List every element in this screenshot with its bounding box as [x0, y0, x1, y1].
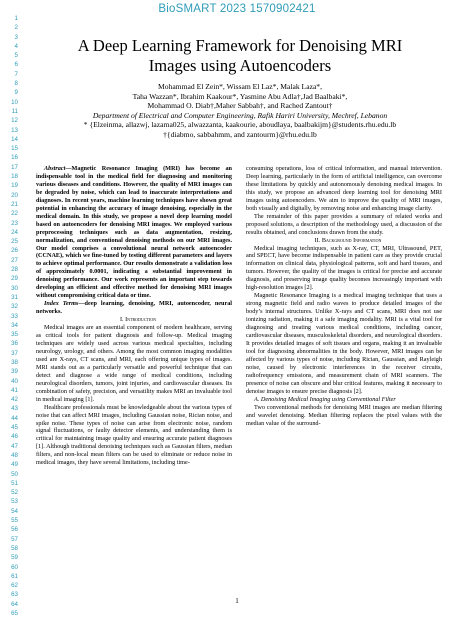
line-number: 11	[11, 107, 18, 115]
line-number: 13	[11, 126, 18, 134]
line-number: 3	[14, 33, 18, 41]
line-number: 64	[11, 600, 18, 608]
intro-paragraph-1: Medical images are an essential component of modern healthcare, serving as critical tools for patient diagnosis and follow-up. Medical imaging techniques are widely used across various medical specialties, including neurology, urology, and others. Among the most common imaging modalities used are X-rays, CT scans, and MRI, each offering unique types of images. MRI stands out as a particularly versatile and powerful technique that can detect and diagnose a wide range of medical conditions, including neurological disorders, tumors, joint injuries, and cardiovascular diseases. Its combination of safety, precision, and versatility makes MRI an invaluable tool in medical imaging [1].	[36, 324, 232, 403]
line-number: 50	[11, 470, 18, 478]
email-line-1: * {Elzeinma, allazwj, lazama025, alwazzanta, kaakourie, aboudlaya, baalbakijm}@students.rhu.edu.lb	[83, 120, 397, 130]
abstract-text: —Magnetic Resonance Imaging (MRI) has become an indispensable tool in the medical field for diagnosing and monitoring various diseases and conditions. However, the quality of MRI images can be degraded by noise, which can lead to inaccurate interpretations and diagnoses. In recent years, machine learning techniques have shown great potential in enhancing the accuracy of image denoising, especially in the medical domain. In this study, we propose a novel deep learning model based on autoencoders for denoising MRI images. We employed various preprocessing techniques such as data augmentation, resizing, normalization, and conventional denoising methods on our MRI images. Our model comprises a convolutional neural network autoencoder (CCNAE), which we fine-tuned by testing different parameters and layers to achieve optimal performance. Our results demonstrate a validation loss of approximately 0.0001, indicating a substantial improvement in denoising performance. Our work represents an important step towards developing an efficient and effective method for denoising MRI images without compromising critical data or time.	[36, 165, 232, 300]
line-number: 7	[14, 70, 18, 78]
line-number: 10	[11, 98, 18, 106]
line-number: 16	[11, 154, 18, 162]
line-number: 46	[11, 433, 18, 441]
line-number: 32	[11, 303, 18, 311]
line-numbers	[4, 14, 18, 618]
index-terms-lead: Index Terms	[44, 300, 79, 308]
section-heading-introduction: I. Introduction	[119, 316, 157, 324]
line-number: 38	[11, 358, 18, 366]
line-number: 53	[11, 498, 18, 506]
line-number: 20	[11, 191, 18, 199]
author-line-2: Taha Wazzan*, Ibrahim Kaakour*, Yasmine Abu Adla†,Jad Baalbaki*,	[132, 91, 348, 101]
title-line-2: Images using Autoencoders	[148, 56, 332, 75]
paper-title	[30, 36, 450, 76]
index-terms-text: —deep learning, denoising, MRI, autoencoder, neural networks.	[36, 300, 233, 316]
line-number: 4	[14, 42, 18, 50]
author-line-3: Mohammad O. Diab†,Maher Sabbah†, and Rached Zantout†	[147, 101, 333, 111]
line-number: 59	[11, 554, 18, 562]
line-number: 8	[14, 80, 18, 88]
line-number: 49	[11, 461, 18, 469]
line-number: 6	[14, 61, 18, 69]
line-number: 2	[14, 24, 18, 32]
line-number: 26	[11, 247, 18, 255]
line-number: 5	[14, 52, 18, 60]
subsection-heading-a: A. Denoising Medical Imaging using Conventional Filter	[254, 395, 396, 403]
line-number: 25	[11, 238, 18, 246]
line-number: 9	[14, 89, 18, 97]
filter-paragraph-1: Two conventional methods for denoising MRI images are median filtering and wavelet denoising. Median filtering replaces the pixel values with the median value of the surround-	[246, 403, 442, 427]
line-number: 12	[11, 117, 18, 125]
index-terms	[36, 300, 232, 316]
background-paragraph-2: Magnetic Resonance Imaging is a medical imaging technique that uses a strong magnetic field and radio waves to produce detailed images of the body’s internal structures. Unlike X-rays and CT scans, MRI does not use ionizing radiation, making it a safe imaging modality. MRI is a vital tool for diagnosing and treating various medical conditions, including cancer, cardiovascular diseases, musculoskeletal disorders, and neurological disorders. It provides detailed images of soft tissues and organs, making it an invaluable tool for diagnosing abnormalities in the body. However, MRI images can be affected by various types of noise, including Rician, Gaussian, and Rayleigh noise, caused by electronic interferences in the receiver circuits, radiofrequency emissions, and measurement chain of MRI scanners. The presence of noise can obscure and blur critical features, making it necessary to denoise images to ensure precise diagnosis [2].	[246, 292, 442, 395]
abstract-lead: Abstract	[44, 165, 66, 172]
line-number: 14	[11, 135, 18, 143]
line-number: 37	[11, 349, 18, 357]
line-number: 34	[11, 321, 18, 329]
intro-paragraph-3: consuming operations, loss of critical information, and manual intervention. Deep learning, particularly in the form of artificial intelligence, can overcome these limitations by quickly and autonomously denoising medical images. In this study, we propose an advanced deep learning tool for denoising MRI images using autoencoders. We aim to improve the quality of MRI images, both visually and digitally, by removing noise and enhancing image clarity.	[246, 165, 442, 212]
line-number: 63	[11, 591, 18, 599]
line-number: 58	[11, 544, 18, 552]
line-number: 22	[11, 210, 18, 218]
line-number: 61	[11, 572, 18, 580]
line-number: 27	[11, 256, 18, 264]
line-number: 39	[11, 368, 18, 376]
line-number: 24	[11, 228, 18, 236]
line-number: 60	[11, 563, 18, 571]
line-number: 18	[11, 173, 18, 181]
line-number: 29	[11, 275, 18, 283]
line-number: 21	[11, 200, 18, 208]
line-number: 56	[11, 526, 18, 534]
line-number: 42	[11, 396, 18, 404]
line-number: 41	[11, 386, 18, 394]
conference-watermark: BioSMART 2023 1570902421	[158, 3, 316, 15]
line-number: 35	[11, 331, 18, 339]
abstract	[36, 165, 232, 300]
line-number: 36	[11, 340, 18, 348]
line-number: 31	[11, 293, 18, 301]
line-number: 54	[11, 507, 18, 515]
line-number: 19	[11, 182, 18, 190]
section-heading-background: II. Background Information	[314, 236, 382, 244]
line-number: 43	[11, 405, 18, 413]
line-number: 55	[11, 517, 18, 525]
affiliation: Department of Electrical and Computer Engineering, Rafik Hariri University, Mechref, Lebanon	[92, 110, 388, 120]
line-number: 45	[11, 424, 18, 432]
line-number: 51	[11, 479, 18, 487]
intro-paragraph-4: The remainder of this paper provides a summary of related works and proposed solutions, a description of the methodology used, a discussion of the results obtained, and conclusions drawn from the study.	[246, 212, 442, 236]
title-line-1: A Deep Learning Framework for Denoising MRI	[77, 36, 403, 55]
line-number: 48	[11, 451, 18, 459]
author-line-1: Mohammad El Zein*, Wissam El Laz*, Malak Laza*,	[157, 82, 323, 91]
line-number: 65	[11, 610, 18, 617]
author-block	[30, 82, 450, 140]
line-number: 28	[11, 266, 18, 274]
intro-paragraph-2: Healthcare professionals must be knowledgeable about the various types of noise that can affect MRI images, including Gaussian noise, Rician noise, and spike noise. These types of noise can arise from electronic noise, random signal fluctuations, or faulty detector elements, and understanding them is critical for maintaining image quality and ensuring accurate patient diagnoses [1]. Although traditional denoising techniques such as Gaussian filters, median filters, and non-local mean filters can be used to eliminate or reduce noise in medical images, they have several limitations, including time-	[36, 403, 232, 467]
left-column	[36, 165, 232, 467]
line-number: 52	[11, 489, 18, 497]
email-line-2: †{diabmo, sabbahmm, and zantourm}@rhu.edu.lb	[163, 129, 317, 139]
line-number: 30	[11, 284, 18, 292]
line-number: 62	[11, 582, 18, 590]
background-paragraph-1: Medical imaging techniques, such as X-ray, CT, MRI, Ultrasound, PET, and SPECT, have become indispensable in patient care as they provide crucial information on clinical data, physiological patterns, soft and hard tissues, and tumors. However, the quality of the images is critical for precise and accurate diagnosis, and preserving image quality becomes increasingly important with high-resolution images [2].	[246, 244, 442, 292]
line-number: 17	[11, 163, 18, 171]
line-number: 57	[11, 535, 18, 543]
line-number: 15	[11, 145, 18, 153]
line-number: 40	[11, 377, 18, 385]
line-number: 33	[11, 312, 18, 320]
line-number: 44	[11, 414, 18, 422]
line-number: 1	[14, 15, 18, 22]
line-number: 47	[11, 442, 18, 450]
page-number: 1	[235, 597, 239, 605]
right-column	[246, 165, 442, 427]
line-number: 23	[11, 219, 18, 227]
